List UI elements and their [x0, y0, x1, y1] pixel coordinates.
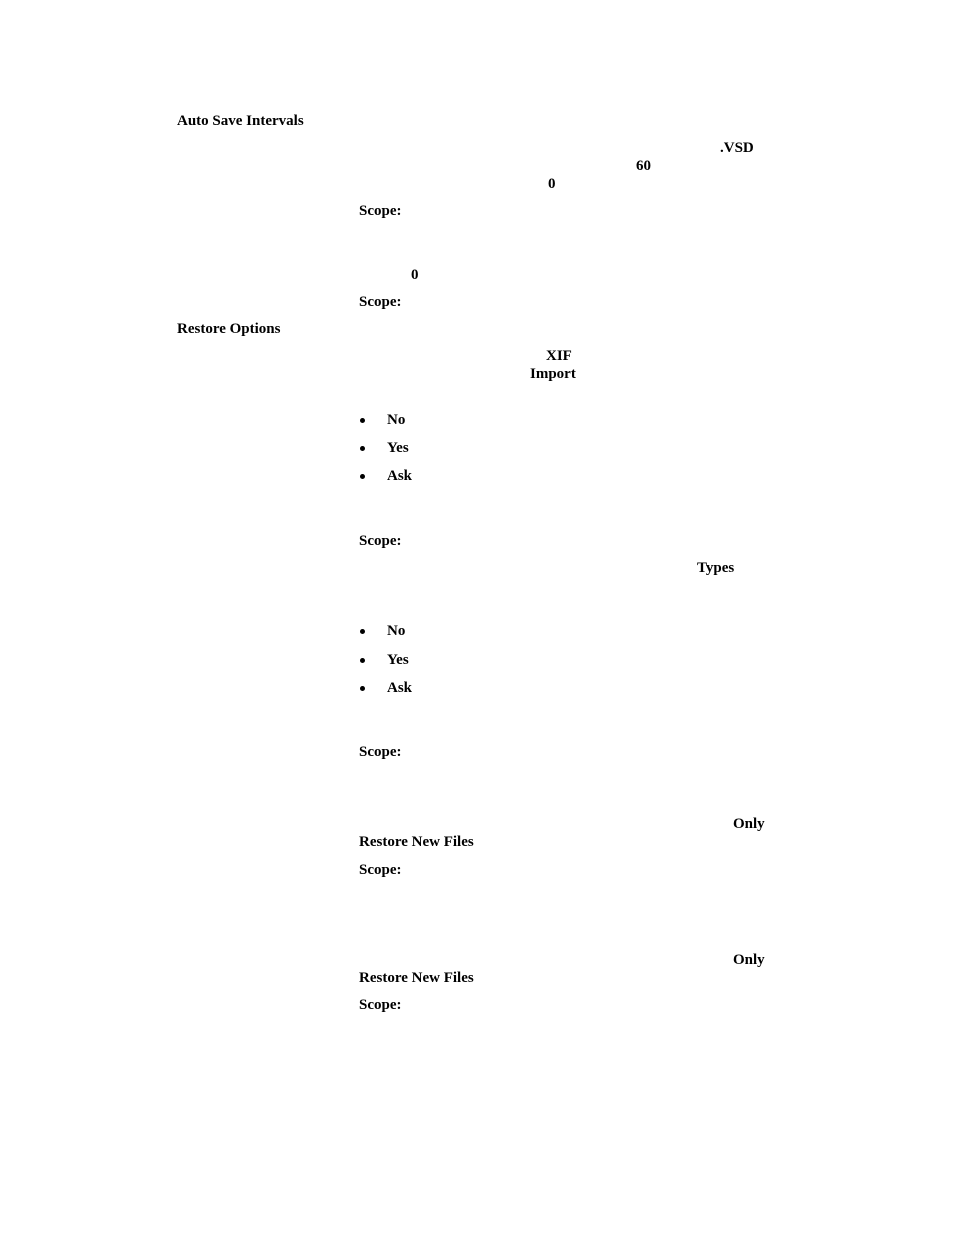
list-item-no: No	[387, 623, 406, 639]
bullet-icon	[360, 418, 365, 423]
list-item-ask: Ask	[387, 680, 413, 696]
list-item-yes: Yes	[387, 440, 409, 456]
only-label: Only	[733, 816, 765, 832]
bullet-icon	[360, 474, 365, 479]
types-label: Types	[697, 560, 735, 576]
scope-label: Scope:	[359, 862, 402, 878]
scope-label: Scope:	[359, 744, 402, 760]
interval-0-value: 0	[411, 267, 419, 283]
auto-save-intervals-heading: Auto Save Intervals	[177, 113, 304, 129]
list-item-no: No	[387, 412, 406, 428]
scope-label: Scope:	[359, 997, 402, 1013]
only-label: Only	[733, 952, 765, 968]
restore-new-files-label: Restore New Files	[359, 834, 474, 850]
interval-60-value: 60	[636, 158, 651, 174]
import-label: Import	[530, 366, 576, 382]
restore-new-files-label: Restore New Files	[359, 970, 474, 986]
bullet-icon	[360, 686, 365, 691]
interval-0-value: 0	[548, 176, 556, 192]
bullet-icon	[360, 629, 365, 634]
list-item-yes: Yes	[387, 652, 409, 668]
scope-label: Scope:	[359, 203, 402, 219]
scope-label: Scope:	[359, 294, 402, 310]
scope-label: Scope:	[359, 533, 402, 549]
bullet-icon	[360, 446, 365, 451]
xif-label: XIF	[546, 348, 572, 364]
vsd-extension-label: .VSD	[720, 140, 754, 156]
restore-options-heading: Restore Options	[177, 321, 281, 337]
list-item-ask: Ask	[387, 468, 413, 484]
bullet-icon	[360, 658, 365, 663]
